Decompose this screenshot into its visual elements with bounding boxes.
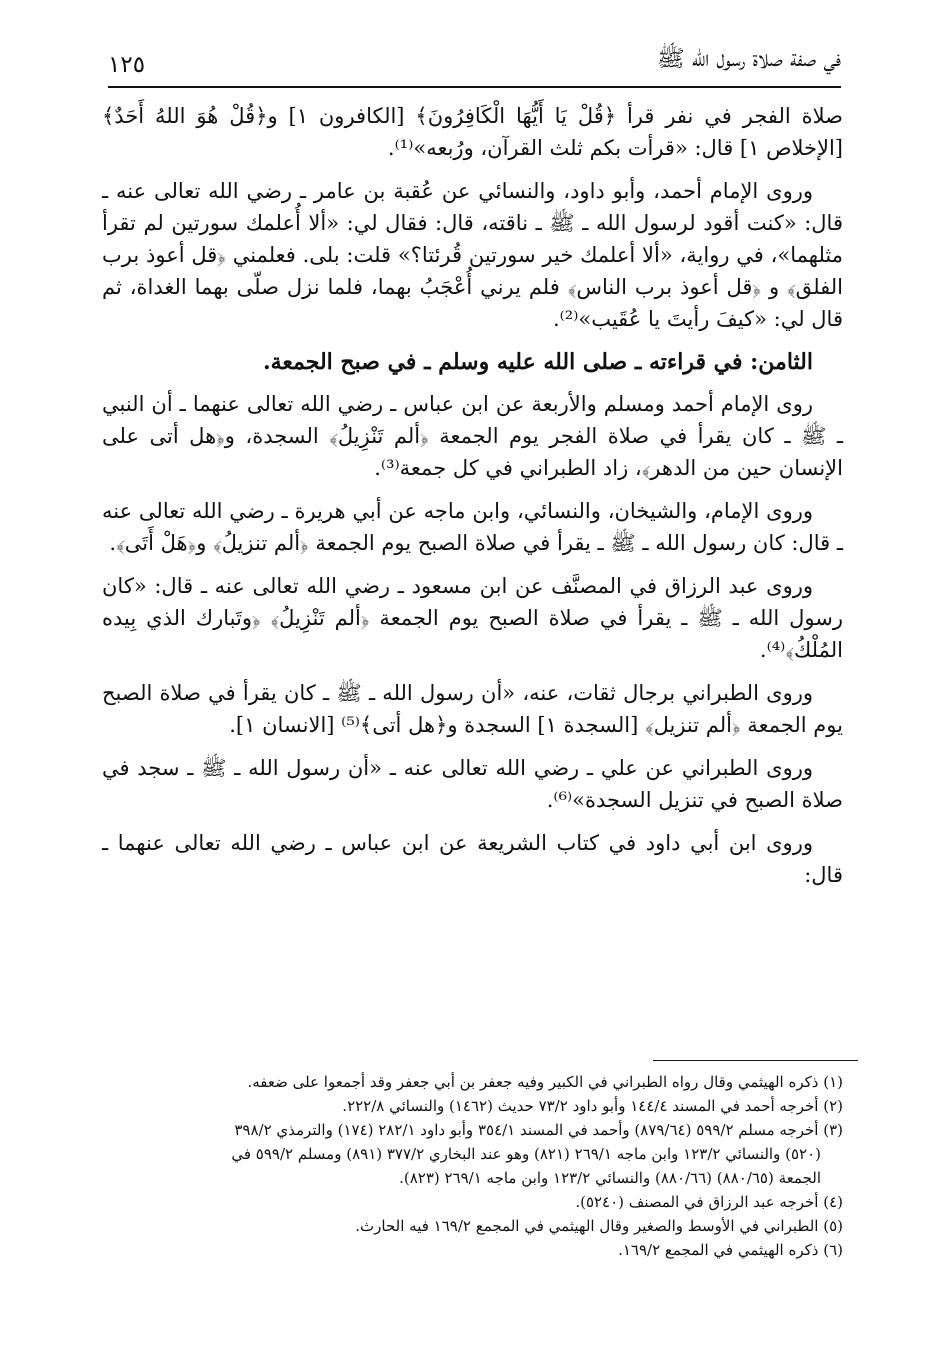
footnotes [102, 1070, 843, 1262]
paragraph-5: وروى عبد الرزاق في المصنَّف عن ابن مسعود ـ رضي الله تعالى عنه ـ قال: «كان رسول الله ـ ﷺ ـ يقرأ في صلاة الصبح يوم الجمعة ﴿ألم تَنْزِيلُ﴾ ﴿وتَبارك الذي بِيده المُلْكُ﴾⁽⁴⁾. [102, 574, 843, 662]
running-title: في صفة صلاة رسول الله ﷺ [656, 46, 841, 72]
footnote-2: (٢) أخرجه أحمد في المسند ١٤٤/٤ وأبو داود ٧٣/٢ حديث (١٤٦٢) والنسائي ٢٢٢/٨. [342, 1097, 843, 1115]
main-text [102, 100, 843, 902]
page-header [108, 40, 841, 88]
paragraph-1: صلاة الفجر في نفر قرأ ﴿قُلْ يَا أَيُّهَا الْكَافِرُونَ﴾ [الكافرون ١] و﴿قُلْ هُوَ اللهُ أَحَدٌ﴾ [الإخلاص ١] قال: «قرأت بكم ثلث القرآن، ورُبعه»⁽¹⁾. [102, 104, 843, 160]
footnote-3-line-2: (٥٢٠) والنسائي ١٢٣/٢ وابن ماجه ٢٦٩/١ (٨٢١) وهو عند البخاري ٣٧٧/٢ (٨٩١) ومسلم ٥٩٩/٢ في [231, 1145, 821, 1163]
paragraph-7: وروى الطبراني عن علي ـ رضي الله تعالى عنه ـ «أن رسول الله ـ ﷺ ـ سجد في صلاة الصبح في تنزيل السجدة»⁽⁶⁾. [102, 756, 843, 812]
paragraph-3: روى الإمام أحمد ومسلم والأربعة عن ابن عباس ـ رضي الله تعالى عنهما ـ أن النبي ـ ﷺ ـ كان يقرأ في صلاة الفجر يوم الجمعة ﴿ألم تَنْزِيلُ﴾ السجدة، و﴿هل أتى على الإنسان حين من الدهر﴾، زاد الطبراني في كل جمعة⁽³⁾. [102, 392, 843, 480]
footnote-6: (٦) ذكره الهيثمي في المجمع ١٦٩/٢. [618, 1241, 843, 1259]
footnote-1: (١) ذكره الهيثمي وقال رواه الطبراني في الكبير وفيه جعفر بن أبي جعفر وقد أجمعوا على ضعفه. [247, 1073, 843, 1091]
paragraph-2: وروى الإمام أحمد، وأبو داود، والنسائي عن عُقبة بن عامر ـ رضي الله تعالى عنه ـ قال: «كنت أقود لرسول الله ـ ﷺ ـ ناقته، قال: فقال لي: «ألا أُعلمك سورتين لم تقرأ مثلهما»، في رواية، «ألا أعلمك خير سورتين قُرئتا؟» قلت: بلى. فعلمني ﴿قل أعوذ برب الفلق﴾ و ﴿قل أعوذ برب الناس﴾ فلم يرني أُعْجَبُ بهما، فلما نزل صلّى بهما الغداة، ثم قال لي: «كيفَ رأيتَ يا عُقَيب»⁽²⁾. [102, 179, 843, 331]
section-heading: الثامن: في قراءته ـ صلى الله عليه وسلم ـ في صبح الجمعة. [262, 349, 813, 375]
footnote-3-line-3: الجمعة (٨٨٠/٦٥) (٨٨٠/٦٦) والنسائي ١٢٣/٢ وابن ماجه ٢٦٩/١ (٨٢٣). [399, 1169, 821, 1187]
footnote-5: (٥) الطبراني في الأوسط والصغير وقال الهيثمي في المجمع ١٦٩/٢ فيه الحارث. [355, 1217, 843, 1235]
paragraph-6: وروى الطبراني برجال ثقات، عنه، «أن رسول الله ـ ﷺ ـ كان يقرأ في صلاة الصبح يوم الجمعة ﴿ألم تنزيل﴾ [السجدة ١] السجدة و﴿هل أتى﴾⁽⁵⁾ [الانسان ١]. [102, 681, 843, 737]
footnote-separator [653, 1060, 858, 1061]
paragraph-8: وروى ابن أبي داود في كتاب الشريعة عن ابن عباس ـ رضي الله تعالى عنهما ـ قال: [102, 831, 843, 887]
footnote-4: (٤) أخرجه عبد الرزاق في المصنف (٥٢٤٠). [575, 1193, 843, 1211]
footnote-3-line-1: (٣) أخرجه مسلم ٥٩٩/٢ (٨٧٩/٦٤) وأحمد في المسند ٣٥٤/١ وأبو داود ٢٨٢/١ (١٧٤) والترمذي ٣٩٨/٢ [234, 1121, 843, 1139]
page-number: ١٢٥ [108, 52, 146, 78]
paragraph-4: وروى الإمام، والشيخان، والنسائي، وابن ماجه عن أبي هريرة ـ رضي الله تعالى عنه ـ قال: كان رسول الله ـ ﷺ ـ يقرأ في صلاة الصبح يوم الجمعة ﴿ألم تنزيلُ﴾ و﴿هَلْ أَتَى﴾. [102, 499, 843, 555]
